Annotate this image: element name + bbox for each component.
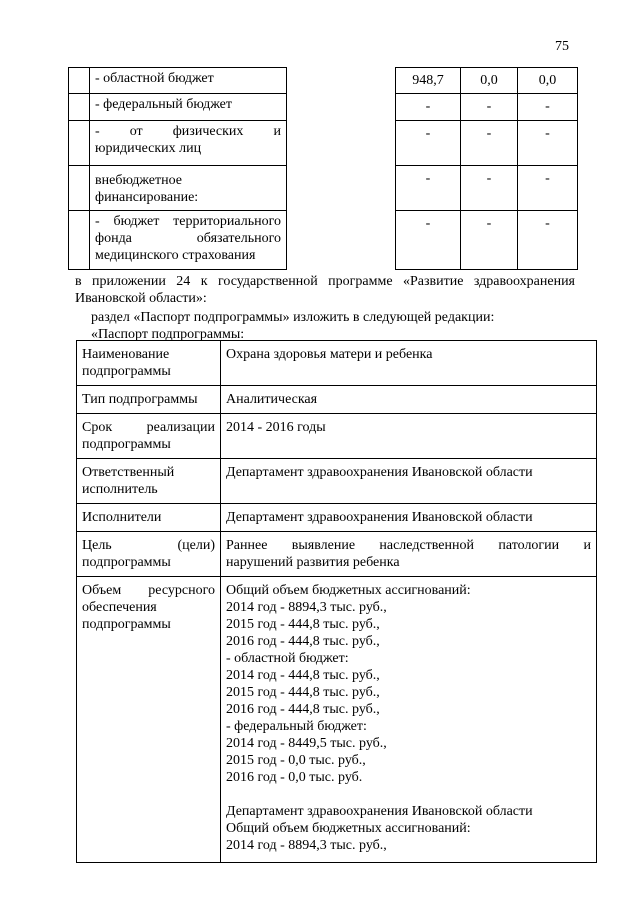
passport-value-line: нарушений развития ребенка	[226, 555, 400, 570]
funding-line: 2015 год - 444,8 тыс. руб.,	[226, 685, 380, 700]
passport-value: 2014 - 2016 годы	[221, 414, 597, 459]
source-name: медицинского страхования	[95, 248, 256, 263]
source-name: юридических лиц	[95, 141, 202, 156]
funding-line: 2014 год - 8449,5 тыс. руб.,	[226, 736, 387, 751]
value-cell: -	[460, 93, 518, 121]
table-row	[77, 504, 597, 532]
passport-label	[77, 532, 221, 577]
funding-line: Департамент здравоохранения Ивановской области	[226, 804, 533, 819]
passport-label	[77, 577, 221, 863]
passport-label	[77, 414, 221, 459]
empty-gap-cell	[286, 120, 396, 166]
funding-line	[226, 786, 591, 803]
funding-line: - федеральный бюджет:	[226, 719, 367, 734]
passport-value-line: Раннее выявление наследственной патологии и	[226, 538, 591, 553]
passport-value	[221, 532, 597, 577]
paragraph-line: Ивановской области»:	[75, 291, 207, 306]
row-number-cell	[68, 210, 90, 270]
funding-line: 2015 год - 0,0 тыс. руб.,	[226, 753, 366, 768]
value-cell: -	[395, 210, 461, 270]
paragraph-line: в приложении 24 к государственной программе «Развитие здравоохранения	[75, 274, 575, 289]
passport-label-line: Цель (цели)	[82, 538, 215, 553]
row-number-cell	[68, 165, 90, 211]
page-number: 75	[555, 39, 569, 54]
value-cell: -	[517, 93, 578, 121]
passport-label: Наименование подпрограммы	[77, 341, 221, 386]
funding-line: 2016 год - 444,8 тыс. руб.,	[226, 634, 380, 649]
passport-label-line: Объем ресурсного	[82, 583, 215, 598]
row-number-cell	[68, 120, 90, 166]
source-name: - областной бюджет	[95, 71, 214, 86]
passport-value: Департамент здравоохранения Ивановской области	[221, 504, 597, 532]
amendment-paragraph	[75, 273, 575, 307]
passport-value: Охрана здоровья матери и ребенка	[221, 341, 597, 386]
value-cell: -	[395, 120, 461, 166]
value-cell: -	[460, 210, 518, 270]
value-cell: -	[460, 120, 518, 166]
empty-gap-cell	[286, 165, 396, 211]
passport-label-line: подпрограммы	[82, 437, 171, 452]
passport-label-line: Срок реализации	[82, 420, 215, 435]
row-number-cell	[68, 67, 90, 94]
value-cell: 948,7	[395, 67, 461, 94]
value-cell: 0,0	[517, 67, 578, 94]
source-name: фонда обязательного	[95, 231, 281, 246]
source-name-cell	[89, 93, 287, 121]
source-name-cell	[89, 165, 287, 211]
funding-line: 2015 год - 444,8 тыс. руб.,	[226, 617, 380, 632]
empty-gap-cell	[286, 67, 396, 94]
passport-label-line: подпрограммы	[82, 555, 171, 570]
value-cell: -	[517, 210, 578, 270]
table-row	[77, 459, 597, 504]
funding-line: - областной бюджет:	[226, 651, 349, 666]
value-cell: -	[395, 93, 461, 121]
passport-value: Аналитическая	[221, 386, 597, 414]
value-cell: -	[517, 120, 578, 166]
source-name: - от физических и	[95, 124, 281, 139]
section-paragraph: раздел «Паспорт подпрограммы» изложить в следующей редакции:	[91, 310, 495, 325]
passport-value	[221, 577, 597, 863]
value-cell: -	[517, 165, 578, 211]
funding-line: Общий объем бюджетных ассигнований:	[226, 583, 471, 598]
value-cell: -	[460, 165, 518, 211]
passport-label: Тип подпрограммы	[77, 386, 221, 414]
passport-value: Департамент здравоохранения Ивановской области	[221, 459, 597, 504]
funding-line: 2016 год - 0,0 тыс. руб.	[226, 770, 363, 785]
source-name: внебюджетное	[95, 173, 183, 188]
passport-label: Исполнители	[77, 504, 221, 532]
empty-gap-cell	[286, 93, 396, 121]
source-name-cell	[89, 210, 287, 270]
funding-line: 2016 год - 444,8 тыс. руб.,	[226, 702, 380, 717]
source-name: - федеральный бюджет	[95, 97, 233, 112]
value-cell: 0,0	[460, 67, 518, 94]
passport-label-line: подпрограммы	[82, 617, 171, 632]
funding-line: 2014 год - 8894,3 тыс. руб.,	[226, 600, 387, 615]
funding-line: 2014 год - 8894,3 тыс. руб.,	[226, 838, 387, 853]
funding-line: Общий объем бюджетных ассигнований:	[226, 821, 471, 836]
source-name: финансирование:	[95, 190, 199, 205]
table-row	[77, 414, 597, 459]
value-cell: -	[395, 165, 461, 211]
passport-label: Ответственный исполнитель	[77, 459, 221, 504]
subprogram-passport-table	[76, 340, 597, 863]
table-row	[77, 386, 597, 414]
empty-gap-cell	[286, 210, 396, 270]
funding-line: 2014 год - 444,8 тыс. руб.,	[226, 668, 380, 683]
source-name-cell	[89, 120, 287, 166]
table-row	[77, 341, 597, 386]
passport-heading: «Паспорт подпрограммы:	[91, 327, 245, 342]
row-number-cell	[68, 93, 90, 121]
table-row	[77, 577, 597, 863]
table-row	[77, 532, 597, 577]
passport-label-line: обеспечения	[82, 600, 157, 615]
source-name: - бюджет территориального	[95, 214, 281, 229]
source-name-cell	[89, 67, 287, 94]
